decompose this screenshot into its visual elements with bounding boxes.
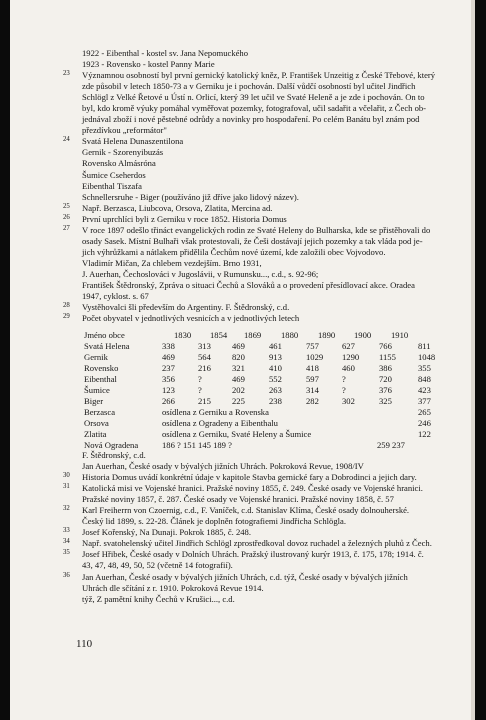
- population-value: 766: [379, 341, 392, 352]
- line-text: František Štědronský, Zpráva o situaci Čechů a Slováků a o provedení přesídlovací akce. Oradea: [82, 279, 415, 290]
- line-text: Významnou osobností byl první gernický katolický kněz, P. František Unzeitig z České Třebové, který: [82, 70, 436, 81]
- footnote-number: 30: [63, 472, 70, 480]
- line-text: Katolická misi ve Vojenské hranici. Pražské noviny 1855, č. 249. České osady ve Vojenské hranici.: [82, 483, 423, 494]
- header-year: 1854: [210, 330, 228, 340]
- line-text: Schlögl z Velké Řetové u Ústí n. Orlicí, který 39 let učil ve Svaté Heleně a je zde i pochován. On to: [82, 92, 425, 103]
- population-value: 386: [379, 363, 392, 374]
- table-row: [72, 341, 452, 352]
- table-row: [72, 385, 452, 396]
- footnote-number: 25: [63, 202, 70, 210]
- line-text: Josef Kořenský, Na Dunaji. Pokrok 1885, č. 248.: [82, 527, 251, 538]
- population-value: 1048: [418, 352, 436, 363]
- table-row: [72, 352, 452, 363]
- population-value: 552: [269, 374, 282, 385]
- village-name: Rovensko: [84, 363, 119, 374]
- text-line: [72, 516, 470, 527]
- line-text: Svatá Helena Dunaszentilona: [82, 136, 184, 147]
- line-text: Karl Freiherrn von Czoernig, c.d., F. Vaníček, c.d. Stanislav Klíma, České osady dolnouherské.: [82, 505, 410, 516]
- line-text: Schnellersruhe - Biger (používáno již dříve jako lidový název).: [82, 191, 299, 202]
- village-name: Biger: [84, 396, 104, 407]
- text-line: [72, 181, 470, 192]
- text-line: [72, 158, 470, 169]
- table-note-row: [72, 418, 452, 429]
- population-value: 237: [162, 363, 175, 374]
- population-value: 314: [306, 385, 319, 396]
- footnote-number: 32: [63, 505, 70, 513]
- line-text: Uhrách dle sčítání z r. 1910. Pokroková Revue 1914.: [82, 582, 264, 593]
- text-line: [72, 48, 470, 59]
- text-line: [72, 81, 470, 92]
- population-value: 757: [306, 341, 319, 352]
- table-row: [72, 396, 452, 407]
- population-value: ?: [198, 385, 202, 396]
- table-note-row: [72, 407, 452, 418]
- line-text: Jan Auerhan, České osady v bývalých jižních Uhrách, c.d. týž, České osady v bývalých jižních: [82, 571, 408, 582]
- footnotes-top: [63, 48, 470, 324]
- population-value: 469: [232, 374, 245, 385]
- line-text: Vladimír Mičan, Za chlebem vezdejším. Brno 1931,: [82, 257, 262, 268]
- village-name: Svatá Helena: [84, 341, 130, 352]
- line-text: týž, Z pamětní knihy Čechů v Krušici..., c.d.: [82, 593, 235, 604]
- text-line: [72, 291, 470, 302]
- table-header: [72, 330, 452, 341]
- population-value: 820: [232, 352, 245, 363]
- population-value: 811: [418, 341, 431, 352]
- text-line: [72, 560, 470, 571]
- text-line: [63, 472, 470, 483]
- population-value: 123: [162, 385, 175, 396]
- population-value: ?: [198, 374, 202, 385]
- text-line: [72, 103, 470, 114]
- text-line: [72, 494, 470, 505]
- text-line: [72, 583, 470, 594]
- population-value: 202: [232, 385, 245, 396]
- text-line: [63, 213, 470, 225]
- book-page: [10, 0, 475, 720]
- line-text: Např. Berzasca, Liubcova, Orsova, Zlatita, Mercina ad.: [82, 202, 273, 213]
- population-value: 469: [232, 341, 245, 352]
- population-value: 913: [269, 352, 282, 363]
- line-text: F. Štědronský, c.d.: [82, 450, 146, 460]
- text-line: [63, 224, 470, 236]
- line-text: První uprchlíci byli z Gerniku v roce 1852. Historia Domus: [82, 213, 287, 224]
- line-text: Např. svatohelenský učitel Jindřich Schlögl zprostředkoval dovoz ruchadel a železných pluhů z Čech.: [82, 538, 432, 549]
- table-note-row: [72, 429, 452, 440]
- line-text: J. Auerhan, Čechoslováci v Jugoslávii, v Rumunsku..., c.d., s. 92-96;: [82, 268, 319, 279]
- population-value: 215: [198, 396, 211, 407]
- village-name: Zlatita: [84, 429, 107, 440]
- village-name: Šumice: [84, 385, 110, 396]
- population-value: 1029: [306, 352, 324, 363]
- line-text: jich výhrůžkami a nátlakem přidělila Čechům nové území, kde založili obec Vojvodovo.: [82, 246, 386, 257]
- line-text: byl, kdo kromě výuky pomáhal vyměřovat pozemky, fotografoval, učil sadařit a včelařit, z Čech ob-: [82, 103, 427, 114]
- footnote-number: 35: [63, 549, 70, 557]
- header-year: 1890: [318, 330, 336, 340]
- line-text: Pražské noviny 1857, č. 287. České osady ve Vojenské hranici. Pražské noviny 1858, č. 57: [82, 494, 394, 505]
- line-text: osady Sasek. Místní Bulhaři však protestovali, že Češi dostávají jejich pozemky a tak vláda pod je-: [82, 235, 423, 246]
- population-value: 216: [198, 363, 211, 374]
- population-value: 313: [198, 341, 211, 352]
- population-value: 259 237: [377, 440, 405, 451]
- table-row: [72, 363, 452, 374]
- line-text: 43, 47, 48, 49, 50, 52 (včetně 14 fotografií).: [82, 560, 233, 571]
- line-text: Rovensko Almásróna: [82, 158, 156, 169]
- population-value: 1290: [342, 352, 360, 363]
- footnote-number: 23: [63, 70, 70, 78]
- text-line: [72, 59, 470, 70]
- header-year: 1900: [354, 330, 372, 340]
- population-value: ?: [342, 385, 346, 396]
- population-value: 321: [232, 363, 245, 374]
- population-value: 265: [418, 407, 431, 418]
- population-value: 122: [418, 429, 431, 440]
- footnote-number: 27: [63, 224, 70, 232]
- text-line: [72, 236, 470, 247]
- text-line: [63, 571, 470, 583]
- table-row: [72, 374, 452, 385]
- text-line: [72, 125, 470, 136]
- population-value: 423: [418, 385, 431, 396]
- population-value: 338: [162, 341, 175, 352]
- text-line: [72, 170, 470, 181]
- footnote-number: 26: [63, 213, 70, 221]
- population-value: ?: [342, 374, 346, 385]
- text-line: [63, 505, 470, 516]
- footnote-number: 29: [63, 313, 70, 321]
- header-year: 1869: [244, 330, 262, 340]
- line-text: 1922 - Eibenthal - kostel sv. Jana Nepomuckého: [82, 48, 249, 58]
- population-value: 460: [342, 363, 355, 374]
- population-value: 564: [198, 352, 211, 363]
- header-year: 1830: [174, 330, 192, 340]
- text-line: [72, 114, 470, 125]
- line-text: V roce 1897 odešlo třináct evangelických rodin ze Svaté Heleny do Bulharska, kde se přistěhovali do: [82, 224, 431, 235]
- note-text: 186 ? 151 145 189 ?: [162, 440, 232, 451]
- text-line: [63, 313, 470, 324]
- population-value: 356: [162, 374, 175, 385]
- population-value: 848: [418, 374, 431, 385]
- note-text: osídlena z Gerniku a Rovenska: [162, 407, 269, 418]
- population-value: 225: [232, 396, 245, 407]
- text-line: [63, 136, 470, 147]
- line-text: Gernik - Szorenyibuzás: [82, 147, 164, 158]
- header-year: 1910: [391, 330, 409, 340]
- population-value: 266: [162, 396, 175, 407]
- line-text: Jan Auerhan, České osady v bývalých jižních Uhrách. Pokroková Revue, 1908/IV: [82, 461, 364, 472]
- page-number: 110: [76, 638, 93, 650]
- line-text: přezdívkou „reformátor": [82, 125, 167, 136]
- footnote-number: 36: [63, 571, 70, 579]
- population-value: 377: [418, 396, 431, 407]
- footnote-number: 28: [63, 302, 70, 310]
- line-text: Historia Domus uvádí konkrétní údaje v kapitole Stavba gernické fary a Dobrodinci a jejich dary.: [82, 472, 417, 483]
- footnote-number: 24: [63, 136, 70, 144]
- village-name: Berzasca: [84, 407, 116, 418]
- line-text: Šumice Cseherdos: [82, 169, 146, 180]
- population-value: 418: [306, 363, 319, 374]
- village-name: Orsova: [84, 418, 109, 429]
- population-value: 325: [379, 396, 392, 407]
- population-value: 263: [269, 385, 282, 396]
- text-line: [72, 92, 470, 103]
- text-line: [63, 483, 470, 494]
- population-value: 282: [306, 396, 319, 407]
- text-line: [63, 302, 470, 313]
- village-name: Eibenthal: [84, 374, 117, 385]
- line-text: Vystěhovalci šli především do Argentiny. F. Štědronský, c.d.: [82, 302, 290, 313]
- population-value: 302: [342, 396, 355, 407]
- text-line: [72, 247, 470, 258]
- note-text: osídlena z Ogradeny a Eibenthalu: [162, 418, 278, 429]
- footnote-number: 33: [63, 527, 70, 535]
- line-text: 1923 - Rovensko - kostel Panny Marie: [82, 59, 215, 70]
- population-table: [72, 330, 452, 452]
- text-line: [72, 280, 470, 291]
- population-value: 238: [269, 396, 282, 407]
- line-text: Počet obyvatel v jednotlivých vesnicích a v jednotlivých letech: [82, 313, 300, 324]
- line-text: Eibenthal Tiszafa: [82, 180, 142, 191]
- line-text: Josef Hřibek, České osady v Dolních Uhrách. Pražský ilustrovaný kurýr 1913, č. 175, 178; 1914. č.: [82, 549, 424, 560]
- text-line: [72, 269, 470, 280]
- text-line: [72, 147, 470, 158]
- header-village: Jméno obce: [84, 330, 125, 340]
- text-line: [63, 538, 470, 549]
- text-line: [63, 549, 470, 560]
- population-value: 720: [379, 374, 392, 385]
- text-line: [72, 450, 470, 461]
- line-text: Český lid 1899, s. 22-28. Článek je doplněn fotografiemi Jindřicha Schlögla.: [82, 516, 346, 527]
- footnote-number: 34: [63, 538, 70, 546]
- text-line: [72, 461, 470, 472]
- line-text: 1947, cyklost. s. 67: [82, 291, 149, 302]
- text-line: [72, 192, 470, 203]
- village-name: Gernik: [84, 352, 108, 363]
- page-edge: [471, 0, 475, 720]
- text-line: [72, 258, 470, 269]
- note-text: osídlena z Gerniku, Svaté Heleny a Šumice: [162, 429, 312, 440]
- population-value: 246: [418, 418, 431, 429]
- village-name: Nová Ogradena: [84, 440, 139, 451]
- line-text: zde působil v letech 1850-73 a v Gerniku je i pochován. Další vůdčí osobností byl učitel Jindřich: [82, 81, 416, 92]
- population-value: 1155: [379, 352, 396, 363]
- population-value: 410: [269, 363, 282, 374]
- population-value: 461: [269, 341, 282, 352]
- footnotes-bottom: [63, 450, 470, 605]
- text-line: [63, 70, 470, 81]
- population-value: 376: [379, 385, 392, 396]
- population-value: 597: [306, 374, 319, 385]
- text-line: [72, 594, 470, 605]
- text-line: [63, 202, 470, 214]
- line-text: jednával zboží i nové pěstebné odrůdy a novinky pro hospodaření. Po celém Banátu byl znám pod: [82, 114, 420, 125]
- population-value: 469: [162, 352, 175, 363]
- footnote-number: 31: [63, 483, 70, 491]
- population-value: 627: [342, 341, 355, 352]
- text-line: [63, 527, 470, 538]
- population-value: 355: [418, 363, 431, 374]
- header-year: 1880: [281, 330, 299, 340]
